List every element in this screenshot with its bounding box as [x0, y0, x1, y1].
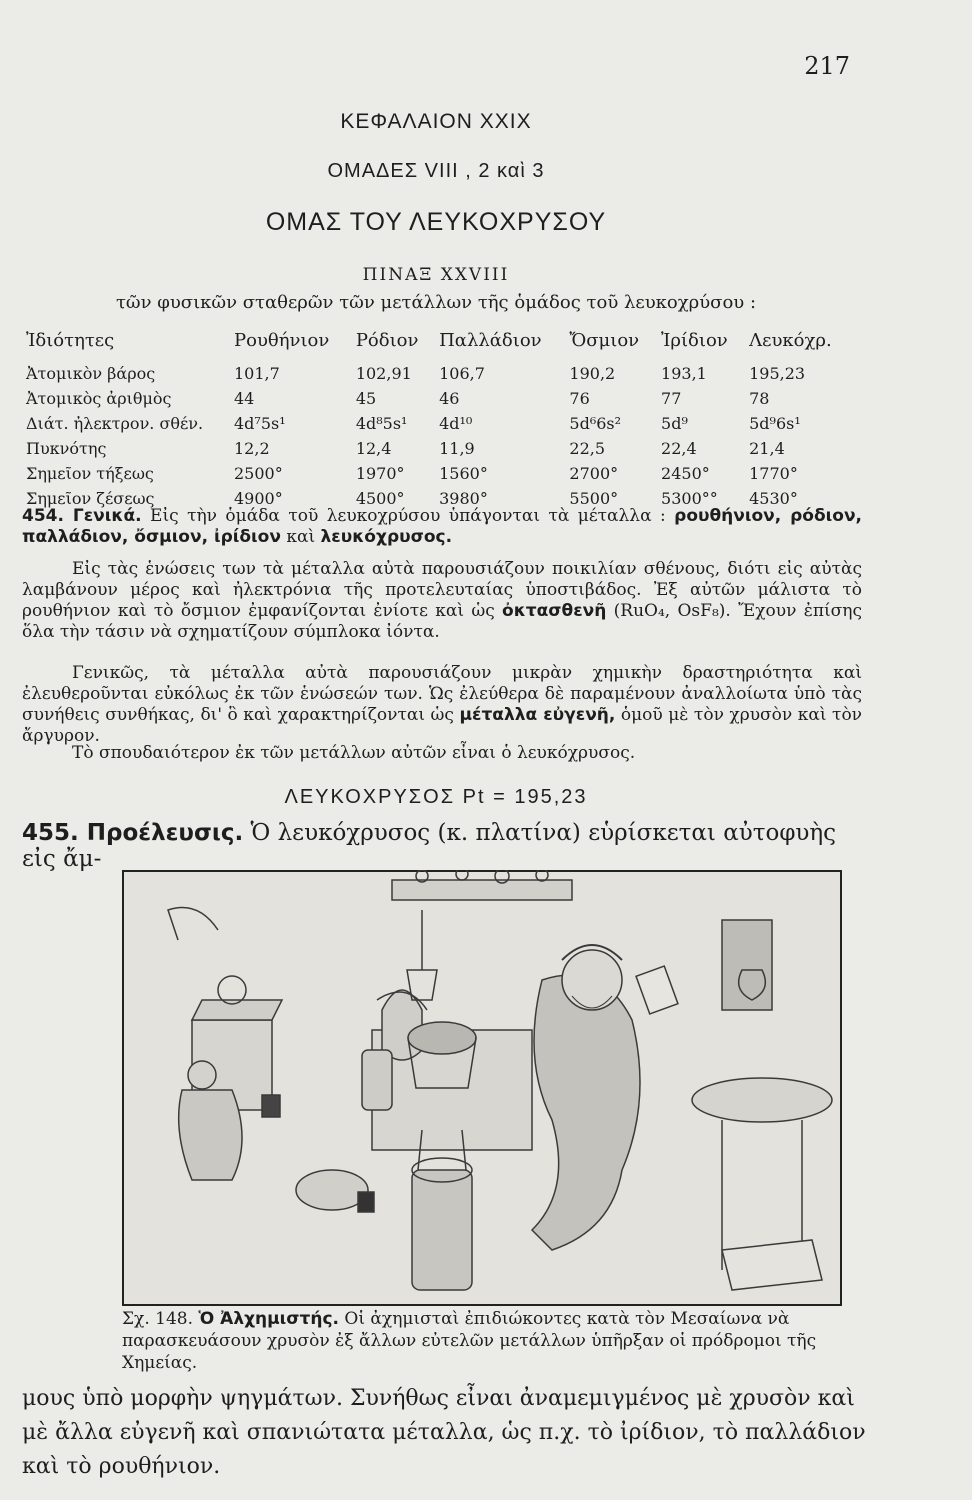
table-cell: 3980°: [439, 489, 488, 508]
section-454-paragraph: [22, 506, 862, 548]
section-455-paragraph: [22, 820, 867, 872]
table-cell: 1560°: [439, 464, 488, 483]
table-cell: 106,7: [439, 364, 485, 383]
header-cell: Ρόδιον: [355, 330, 419, 351]
valence-text-2: (RuO₄, OsF₈). Ἔχουν ἐπίσης ὅλα τὴν τάσιν νὰ σχηματίζουν σύμπλοκα ἰόντα.: [22, 601, 862, 642]
table-cell: 22,5: [569, 439, 606, 458]
metal-list: ρουθήνιον, ρόδιον, παλλάδιον, ὄσμιον, ἰρίδιον: [22, 506, 863, 547]
element-heading: ΛΕΥΚΟΧΡΥΣΟΣ Pt = 195,23: [284, 786, 588, 808]
continuation-paragraph: μους ὑπὸ μορφὴν ψηγμάτων. Συνήθως εἶναι ἀναμεμιγμένος μὲ χρυσὸν καὶ μὲ ἄλλα εὐγενῆ καὶ σπανιώτατα μέταλλα, ὡς π.χ. τὸ ἰρίδιον, τὸ παλλάδιον καὶ τὸ ρουθήνιον.: [22, 1386, 866, 1479]
table-number: ΠΙΝΑΞ XXVIII: [362, 265, 510, 285]
properties-table: [22, 330, 852, 511]
table-cell: 4d¹⁰: [439, 414, 473, 433]
header-cell: Ρουθήνιον: [234, 330, 330, 351]
table-cell: 76: [569, 389, 590, 408]
group-title: ΟΜΑΣ ΤΟΥ ΛΕΥΚΟΧΡΥΣΟΥ: [265, 208, 607, 236]
table-cell: 190,2: [569, 364, 616, 383]
reactivity-text-2: ὁμοῦ μὲ τὸν χρυσὸν καὶ τὸν ἄργυρον.: [22, 705, 863, 746]
header-cell: Ὄσμιον: [569, 330, 640, 351]
reactivity-text-1: Γενικῶς, τὰ μέταλλα αὐτὰ παρουσιάζουν μικρὰν χημικὴν δραστηριότητα καὶ ἐλευθεροῦνται εὐκόλως ἐκ τῶν ἑνώσεών των. Ὡς ἐλεύθερα δὲ παραμένουν ἀναλλοίωτα ὑπὸ τὰς συνήθεις συνθήκας, δι' ὃ καὶ χαρακτηρίζονται ὡς: [22, 663, 862, 725]
table-cell: 22,4: [661, 439, 697, 458]
groups-heading: ΟΜΑΔΕΣ VIII , 2 καὶ 3: [327, 160, 545, 182]
table-cell: 4530°: [749, 489, 798, 508]
importance-paragraph: Τὸ σπουδαιότερον ἐκ τῶν μετάλλων αὐτῶν εἶναι ὁ λευκόχρυσος.: [72, 743, 636, 763]
header-cell: Λευκόχρ.: [749, 330, 832, 351]
table-cell: 4900°: [234, 489, 283, 508]
page-number: 217: [804, 52, 850, 80]
table-cell: 2700°: [569, 464, 619, 483]
table-cell: 5d⁹6s¹: [749, 414, 801, 433]
section-454-number: 454. Γενικά.: [22, 506, 142, 526]
table-cell: 12,2: [234, 439, 270, 458]
table-cell: 78: [749, 389, 770, 408]
reactivity-paragraph: [22, 663, 862, 747]
row-label: Πυκνότης: [26, 439, 107, 458]
table-cell: 195,23: [749, 364, 806, 383]
last-metal: λευκόχρυσος.: [320, 527, 453, 547]
table-cell: 44: [234, 389, 255, 408]
table-header-row: [22, 330, 852, 361]
table-cell: 5d⁹: [661, 414, 688, 433]
alchemist-engraving: [122, 870, 842, 1306]
row-label: Ἀτομικὸς ἀριθμὸς: [26, 389, 172, 408]
header-cell: Ἰδιότητες: [26, 330, 115, 351]
chapter-heading: ΚΕΦΑΛΑΙΟΝ XXIX: [340, 110, 532, 133]
table-cell: 4d⁸5s¹: [355, 414, 408, 433]
table-cell: 5300°°: [661, 489, 718, 508]
table-cell: 5500°: [569, 489, 619, 508]
figure-caption: [122, 1308, 862, 1374]
conjunction: καὶ: [286, 527, 316, 547]
row-label: Σημεῖον τήξεως: [26, 464, 154, 483]
figure-text: Οἱ ἀχημισταὶ ἐπιδιώκοντες κατὰ τὸν Μεσαίωνα νὰ παρασκευάσουν χρυσὸν ἐξ ἄλλων εὐτελῶν μετάλλων ὑπῆρξαν οἱ πρόδρομοι τῆς Χημείας.: [122, 1309, 817, 1373]
table-cell: 46: [439, 389, 460, 408]
table-cell: 4500°: [355, 489, 405, 508]
figure-label: Σχ. 148.: [122, 1309, 193, 1329]
table-row: [22, 411, 852, 436]
table-cell: 2500°: [234, 464, 283, 483]
figure-title: Ὁ Ἀλχημιστής.: [198, 1309, 340, 1329]
row-label: Ἀτομικὸν βάρος: [26, 364, 156, 383]
table-row: [22, 461, 852, 486]
header-cell: Παλλάδιον: [439, 330, 542, 351]
table-cell: 45: [355, 389, 377, 408]
table-row: [22, 436, 852, 461]
valence-text-1: Εἰς τὰς ἑνώσεις των τὰ μέταλλα αὐτὰ παρουσιάζουν ποικιλίαν σθένους, διότι εἰς αὐτὰς λαμβάνουν μέρος καὶ ἠλεκτρόνια τῆς προτελευταίας ὑποστιβάδος. Ἐξ αὐτῶν μάλιστα τὸ ρουθήνιον καὶ τὸ ὄσμιον ἐμφανίζονται ἐνίοτε καὶ ὡς: [22, 559, 862, 621]
header-cell: Ἰρίδιον: [661, 330, 728, 351]
table-cell: 77: [661, 389, 682, 408]
table-cell: 193,1: [661, 364, 707, 383]
table-row: [22, 386, 852, 411]
row-label: Σημεῖον ζέσεως: [26, 489, 155, 508]
table-caption: τῶν φυσικῶν σταθερῶν τῶν μετάλλων τῆς ὁμάδος τοῦ λευκοχρύσου :: [115, 292, 757, 313]
table-cell: 21,4: [749, 439, 785, 458]
valence-paragraph: [22, 559, 862, 643]
section-454-intro: Εἰς τὴν ὁμάδα τοῦ λευκοχρύσου ὑπάγονται τὰ μέταλλα :: [150, 506, 666, 526]
table-row: [22, 361, 852, 386]
table-cell: 101,7: [234, 364, 280, 383]
table-cell: 1770°: [749, 464, 798, 483]
table-cell: 5d⁶6s²: [569, 414, 622, 433]
table-cell: 4d⁷5s¹: [234, 414, 286, 433]
octavalent-term: ὀκτασθενῆ: [502, 601, 607, 621]
table-cell: 2450°: [661, 464, 710, 483]
noble-metals-term: μέταλλα εὐγενῆ,: [459, 705, 616, 725]
table-cell: 1970°: [355, 464, 405, 483]
section-455-text: Ὁ λευκόχρυσος (κ. πλατίνα) εὑρίσκεται αὐτοφυὴς εἰς ἄμ-: [22, 820, 837, 872]
row-label: Διάτ. ἠλεκτρον. σθέν.: [26, 414, 204, 433]
table-cell: 11,9: [439, 439, 475, 458]
table-cell: 102,91: [355, 364, 412, 383]
section-455-number: 455. Προέλευσις.: [22, 820, 244, 846]
table-cell: 12,4: [355, 439, 392, 458]
